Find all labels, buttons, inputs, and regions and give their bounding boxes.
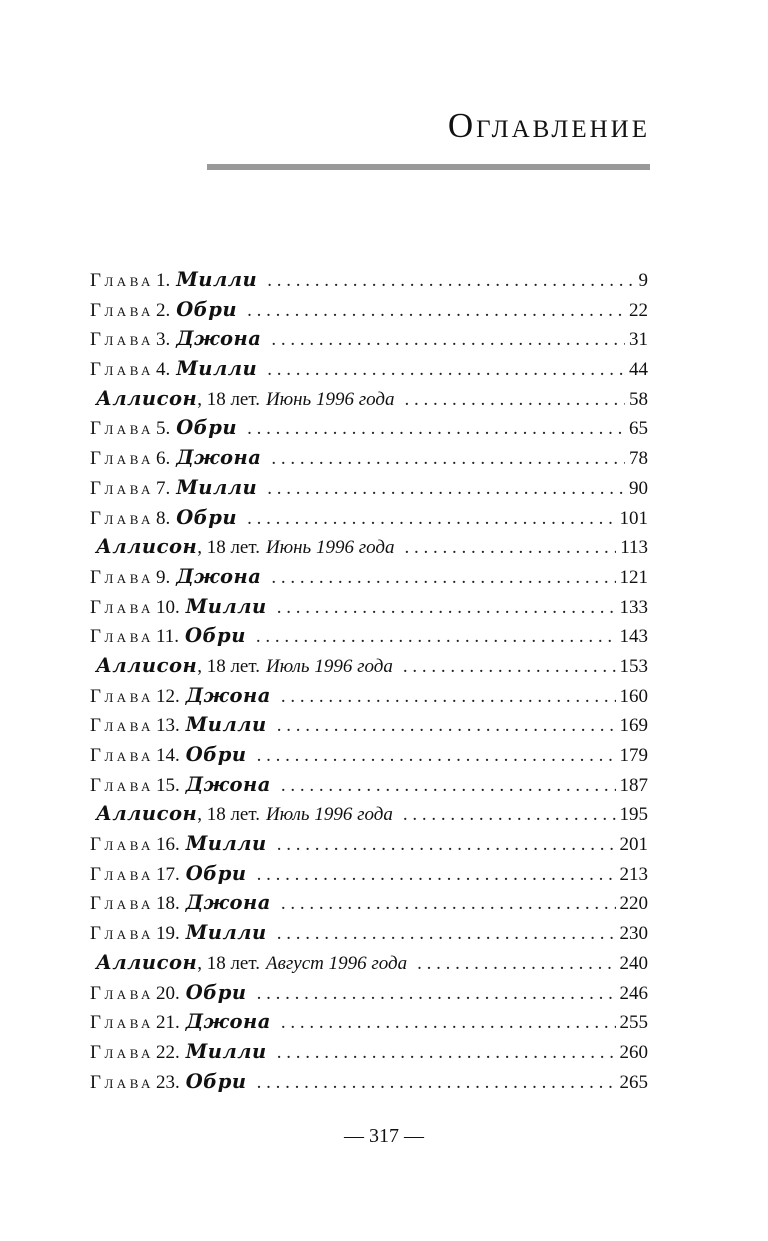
page-number: 220	[619, 893, 648, 915]
narrator-name: Обри	[185, 980, 247, 1004]
entry-date: Июль 1996 года	[266, 804, 393, 826]
page-number: 195	[619, 804, 648, 826]
dot-leader	[404, 533, 616, 563]
page-number: 160	[619, 685, 648, 707]
page-number: 240	[619, 952, 648, 974]
chapter-number: 1.	[155, 270, 171, 291]
chapter-prefix: Глава	[90, 1071, 154, 1093]
toc-entry[interactable]	[90, 384, 648, 414]
chapter-prefix: Глава	[90, 299, 154, 321]
narrator-name: Обри	[184, 624, 246, 648]
chapter-number: 12.	[155, 685, 180, 707]
chapter-number: 3.	[155, 329, 171, 351]
toc-entry[interactable]	[90, 1007, 648, 1037]
toc-entry[interactable]	[90, 829, 648, 859]
chapter-number: 13.	[155, 715, 180, 737]
chapter-number: 8.	[155, 507, 171, 529]
page-number: 187	[619, 774, 648, 796]
narrator-name: Аллисон	[96, 802, 198, 826]
toc-entry[interactable]	[90, 681, 648, 711]
page-number: 143	[619, 626, 648, 648]
chapter-prefix: Глава	[90, 893, 154, 915]
narrator-name: Милли	[185, 594, 267, 618]
page-number: 113	[620, 537, 648, 559]
chapter-prefix: Глава	[90, 715, 154, 737]
dot-leader	[271, 325, 625, 355]
toc-entry[interactable]	[90, 503, 648, 533]
dot-leader	[281, 1008, 616, 1038]
chapter-number: 10.	[155, 596, 180, 618]
toc-entry[interactable]	[90, 770, 648, 800]
chapter-prefix: Глава	[90, 477, 154, 499]
narrator-age: , 18 лет.	[197, 388, 260, 410]
dot-leader	[271, 563, 615, 593]
chapter-number: 7.	[155, 477, 171, 499]
page-number: 58	[629, 388, 648, 410]
toc-entry[interactable]	[90, 265, 648, 295]
chapter-prefix: Глава	[90, 448, 154, 470]
narrator-name: Милли	[185, 1039, 267, 1063]
toc-entry[interactable]	[90, 562, 648, 592]
dot-leader	[277, 919, 616, 949]
narrator-name: Аллисон	[96, 950, 198, 974]
entry-date: Июнь 1996 года	[266, 388, 395, 410]
page-number: 260	[619, 1041, 648, 1063]
dot-leader	[277, 711, 616, 741]
dot-leader	[403, 800, 616, 830]
narrator-age: , 18 лет.	[197, 804, 260, 826]
chapter-prefix: Глава	[90, 626, 154, 648]
entry-date: Август 1996 года	[266, 952, 408, 974]
chapter-prefix: Глава	[90, 923, 154, 945]
chapter-number: 5.	[155, 418, 171, 440]
page-number: 121	[619, 566, 648, 588]
toc-entry[interactable]	[90, 978, 648, 1008]
chapter-number: 18.	[155, 893, 180, 915]
page-number: 78	[629, 448, 648, 470]
chapter-prefix: Глава	[90, 418, 154, 440]
page-number: 65	[629, 418, 648, 440]
chapter-prefix: Глава	[90, 774, 154, 796]
chapter-number: 20.	[155, 982, 180, 1004]
narrator-name: Джона	[185, 683, 271, 707]
dot-leader	[281, 889, 616, 919]
narrator-name: Джона	[185, 1010, 271, 1034]
dot-leader	[257, 1068, 616, 1098]
chapter-number: 21.	[155, 1012, 180, 1034]
chapter-prefix: Глава	[90, 685, 154, 707]
toc-entry[interactable]	[90, 1067, 648, 1097]
toc-entry[interactable]	[90, 799, 648, 829]
page-number: 9	[638, 270, 648, 291]
chapter-number: 4.	[155, 359, 171, 381]
entry-date: Июнь 1996 года	[266, 537, 395, 559]
page-number: 201	[619, 834, 648, 856]
chapter-number: 23.	[155, 1071, 180, 1093]
chapter-prefix: Глава	[90, 596, 154, 618]
chapter-number: 6.	[155, 448, 171, 470]
toc-entry[interactable]	[90, 413, 648, 443]
page-number: 179	[619, 745, 648, 766]
page-number: 265	[619, 1071, 648, 1093]
page-number: 153	[619, 655, 648, 677]
narrator-name: Милли	[176, 268, 258, 291]
narrator-name: Обри	[176, 416, 238, 440]
chapter-prefix: Глава	[90, 863, 154, 885]
dot-leader	[277, 830, 616, 860]
chapter-prefix: Глава	[90, 834, 154, 856]
narrator-name: Аллисон	[96, 386, 198, 410]
dot-leader	[267, 266, 634, 296]
toc-entry[interactable]	[90, 324, 648, 354]
narrator-name: Обри	[185, 1069, 247, 1093]
narrator-name: Обри	[176, 505, 238, 529]
chapter-number: 14.	[155, 745, 180, 766]
toc-entry[interactable]	[90, 1037, 648, 1067]
page-number: 133	[619, 596, 648, 618]
dot-leader	[271, 444, 625, 474]
chapter-number: 15.	[155, 774, 180, 796]
chapter-prefix: Глава	[90, 566, 154, 588]
dot-leader	[281, 682, 616, 712]
toc-entry[interactable]	[90, 948, 648, 978]
page-folio: — 317 —	[344, 1125, 424, 1147]
dot-leader	[404, 385, 625, 415]
page-number: 169	[619, 715, 648, 737]
dot-leader	[281, 771, 616, 801]
page-number: 255	[619, 1012, 648, 1034]
narrator-name: Джона	[176, 446, 262, 470]
toc-entry[interactable]	[90, 621, 648, 651]
dot-leader	[256, 622, 616, 652]
chapter-prefix: Глава	[90, 270, 154, 291]
chapter-number: 17.	[155, 863, 180, 885]
toc-entry[interactable]	[90, 888, 648, 918]
chapter-prefix: Глава	[90, 982, 154, 1004]
chapter-prefix: Глава	[90, 1041, 154, 1063]
toc-entry[interactable]	[90, 473, 648, 503]
dot-leader	[257, 741, 616, 771]
toc-entry[interactable]	[90, 651, 648, 681]
dot-leader	[247, 296, 625, 326]
dot-leader	[267, 474, 625, 504]
dot-leader	[277, 1038, 616, 1068]
narrator-name: Милли	[176, 357, 258, 381]
narrator-name: Джона	[185, 891, 271, 915]
dot-leader	[257, 860, 616, 890]
chapter-prefix: Глава	[90, 745, 154, 766]
narrator-name: Джона	[176, 564, 262, 588]
toc-entry[interactable]	[90, 295, 648, 325]
page-number: 22	[629, 299, 648, 321]
entry-date: Июль 1996 года	[266, 655, 393, 677]
chapter-number: 9.	[155, 566, 171, 588]
chapter-number: 2.	[155, 299, 171, 321]
dot-leader	[247, 414, 625, 444]
narrator-name: Аллисон	[96, 535, 198, 559]
toc-entry[interactable]	[90, 918, 648, 948]
page-number: 101	[619, 507, 648, 529]
chapter-number: 16.	[155, 834, 180, 856]
narrator-age: , 18 лет.	[197, 537, 260, 559]
page-number: 31	[629, 329, 648, 351]
chapter-prefix: Глава	[90, 359, 154, 381]
dot-leader	[267, 355, 625, 385]
narrator-name: Джона	[176, 327, 262, 351]
narrator-name: Обри	[185, 861, 247, 885]
page-number: 230	[619, 923, 648, 945]
page-number: 90	[629, 477, 648, 499]
narrator-name: Аллисон	[96, 653, 198, 677]
table-of-contents	[90, 265, 648, 1096]
chapter-prefix: Глава	[90, 1012, 154, 1034]
chapter-prefix: Глава	[90, 329, 154, 351]
dot-leader	[403, 652, 616, 682]
chapter-number: 22.	[155, 1041, 180, 1063]
dot-leader	[247, 504, 615, 534]
page-number: 44	[629, 359, 648, 381]
toc-entry[interactable]	[90, 354, 648, 384]
dot-leader	[257, 979, 616, 1009]
toc-entry[interactable]	[90, 592, 648, 622]
toc-entry[interactable]	[90, 859, 648, 889]
page-title: Оглавление	[447, 106, 650, 145]
narrator-name: Джона	[185, 772, 271, 796]
page-number: 246	[619, 982, 648, 1004]
narrator-name: Милли	[185, 832, 267, 856]
narrator-name: Обри	[185, 743, 247, 766]
dot-leader	[277, 593, 616, 623]
narrator-age: , 18 лет.	[197, 952, 260, 974]
toc-entry[interactable]	[90, 443, 648, 473]
toc-entry[interactable]	[90, 710, 648, 740]
narrator-age: , 18 лет.	[197, 655, 260, 677]
chapter-prefix: Глава	[90, 507, 154, 529]
toc-entry[interactable]	[90, 740, 648, 770]
dot-leader	[417, 949, 615, 979]
title-rule	[207, 164, 650, 170]
narrator-name: Милли	[185, 713, 267, 737]
toc-entry[interactable]	[90, 532, 648, 562]
narrator-name: Обри	[176, 297, 238, 321]
page-number: 213	[619, 863, 648, 885]
chapter-number: 19.	[155, 923, 180, 945]
narrator-name: Милли	[185, 921, 267, 945]
narrator-name: Милли	[176, 475, 258, 499]
chapter-number: 11.	[155, 626, 179, 648]
